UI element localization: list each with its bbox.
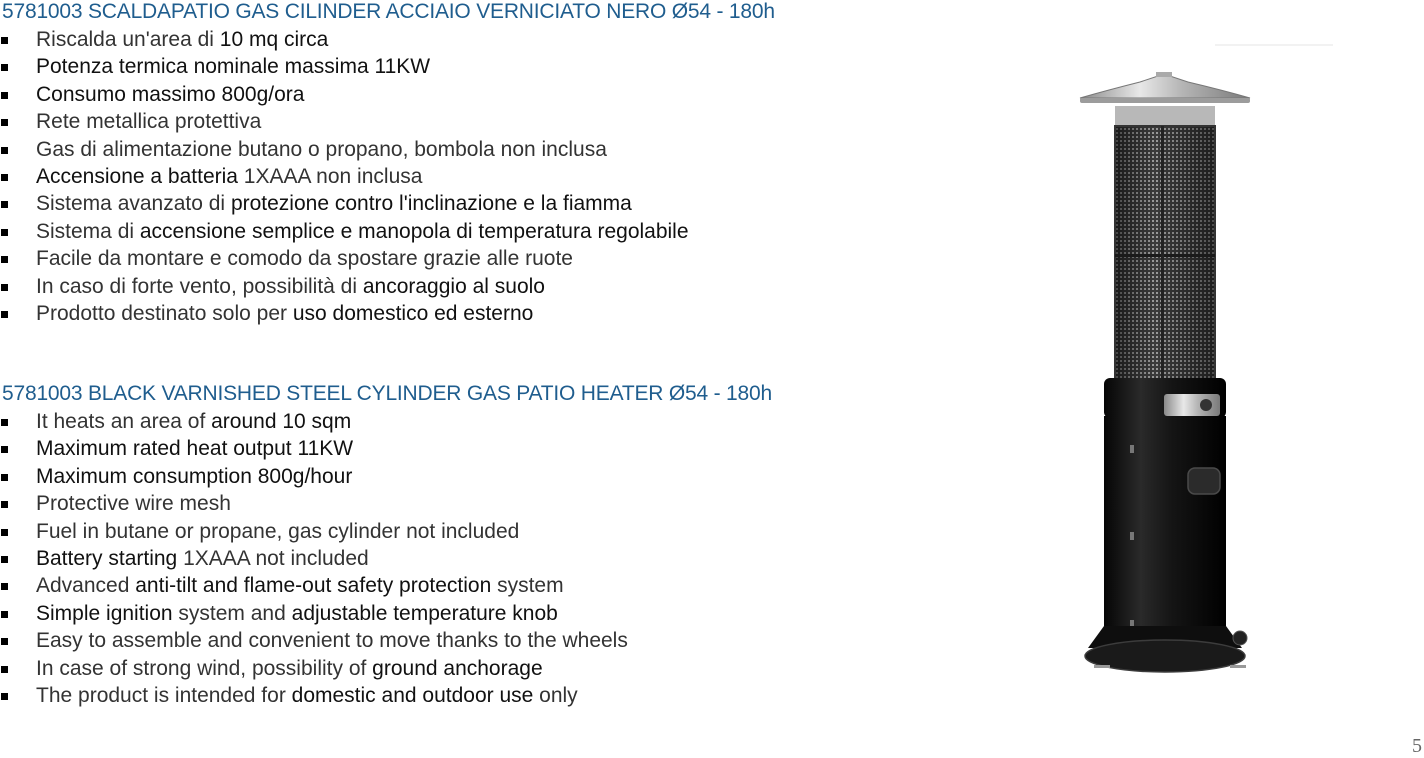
feature-text-emphasis: ground anchorage	[372, 656, 543, 680]
feature-bullet	[0, 490, 900, 517]
feature-bullet	[0, 190, 900, 217]
feature-text: Sistema avanzato di	[36, 192, 231, 216]
feature-text: Gas di alimentazione butano o propano, bombola non inclusa	[36, 137, 607, 161]
feature-text-emphasis: Consumo massimo 800g/ora	[36, 82, 305, 106]
feature-text-emphasis: accensione semplice e manopola di temperatura regolabile	[139, 219, 689, 243]
feature-text-emphasis: Potenza termica nominale massima 11KW	[36, 55, 431, 79]
feature-bullet	[0, 108, 900, 135]
feature-text-emphasis: around 10 sqm	[211, 410, 352, 433]
patio-heater-image	[1060, 60, 1270, 685]
feature-text: system and	[172, 601, 292, 625]
feature-bullet	[0, 572, 900, 599]
feature-bullet	[0, 53, 900, 80]
italian-section	[0, 0, 900, 327]
feature-text-emphasis: uso domestico ed esterno	[292, 301, 534, 325]
feature-text: Advanced	[36, 574, 136, 598]
feature-bullet	[0, 408, 900, 435]
feature-text-emphasis: Battery starting	[36, 546, 178, 570]
feature-bullet	[0, 218, 900, 245]
feature-text-emphasis: adjustable temperature knob	[291, 601, 558, 625]
feature-text: Easy to assemble and convenient to move thanks to the wheels	[36, 629, 628, 653]
feature-text-emphasis: anti-tilt and flame-out safety protection	[135, 574, 492, 598]
feature-text: Rete metallica protettiva	[36, 110, 262, 134]
feature-bullet	[0, 463, 900, 490]
feature-bullet	[0, 545, 900, 572]
feature-text-emphasis: protezione contro l'inclinazione e la fiamma	[230, 192, 632, 216]
feature-text: Prodotto destinato solo per	[36, 301, 293, 325]
feature-bullet	[0, 300, 900, 327]
decorative-line	[1215, 44, 1333, 46]
english-title: 5781003 BLACK VARNISHED STEEL CYLINDER GAS PATIO HEATER Ø54 - 180h	[2, 382, 772, 405]
feature-bullet	[0, 136, 900, 163]
page-number: 5	[1412, 735, 1422, 757]
feature-bullet	[0, 682, 900, 709]
feature-text: Riscalda un'area di	[36, 28, 220, 51]
feature-text: Sistema di	[36, 219, 140, 243]
feature-text: only	[533, 683, 578, 707]
feature-bullet	[0, 600, 900, 627]
feature-bullet	[0, 518, 900, 545]
feature-text: 1XAAA non inclusa	[237, 164, 423, 188]
feature-text-emphasis: Maximum rated heat output 11KW	[36, 437, 354, 461]
feature-bullet	[0, 26, 900, 53]
feature-text-emphasis: ancoraggio al suolo	[362, 274, 545, 298]
feature-text: Fuel in butane or propane, gas cylinder not included	[36, 519, 520, 543]
feature-text-emphasis: Simple ignition	[36, 601, 173, 625]
feature-text: Protective wire mesh	[36, 492, 231, 516]
feature-text: The product is intended for	[36, 683, 292, 707]
feature-text-emphasis: 10 mq circa	[219, 28, 329, 51]
feature-text: Facile da montare e comodo da spostare grazie alle ruote	[36, 247, 573, 271]
feature-text: 1XAAA not included	[177, 546, 369, 570]
feature-bullet	[0, 627, 900, 654]
feature-text: system	[491, 574, 564, 598]
feature-text: It heats an area of	[36, 410, 212, 433]
feature-text: In caso di forte vento, possibilità di	[36, 274, 363, 298]
feature-bullet	[0, 245, 900, 272]
feature-bullet	[0, 655, 900, 682]
feature-text-emphasis: Maximum consumption 800g/hour	[36, 464, 353, 488]
english-feature-list	[0, 408, 900, 709]
feature-bullet	[0, 163, 900, 190]
feature-bullet	[0, 435, 900, 462]
english-section	[0, 382, 900, 709]
feature-text-emphasis: Accensione a batteria	[36, 164, 238, 188]
italian-feature-list	[0, 26, 900, 327]
feature-text-emphasis: domestic and outdoor use	[291, 683, 534, 707]
italian-title: 5781003 SCALDAPATIO GAS CILINDER ACCIAIO VERNICIATO NERO Ø54 - 180h	[2, 0, 775, 23]
feature-text: In case of strong wind, possibility of	[36, 656, 373, 680]
feature-bullet	[0, 273, 900, 300]
feature-bullet	[0, 81, 900, 108]
